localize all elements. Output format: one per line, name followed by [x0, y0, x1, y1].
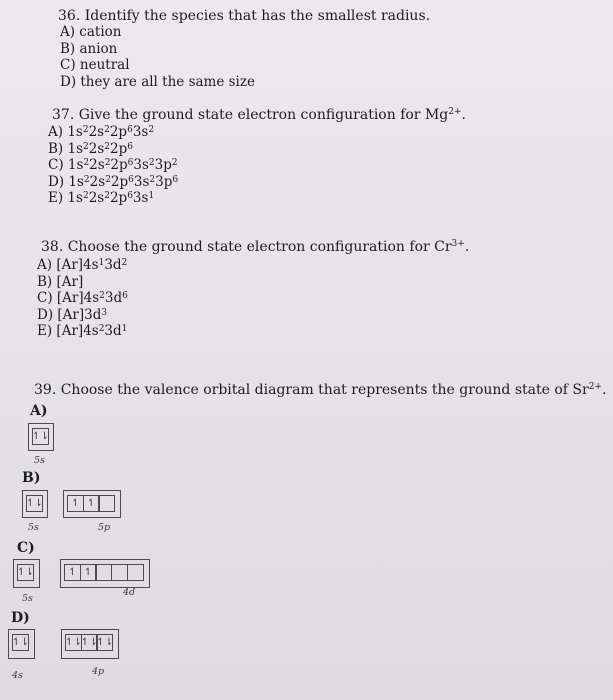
electron-count: 2 — [148, 158, 155, 169]
orbital-term: 3s — [132, 124, 149, 140]
orbital-term: [Ar]4s — [56, 290, 100, 307]
electron-count: 2 — [171, 158, 178, 169]
q39-option-a-label: A) — [30, 403, 48, 419]
option-letter: B) — [37, 273, 57, 290]
electron-count: 2 — [104, 125, 110, 135]
q39-option-d-s-box: ↿⇂ — [12, 634, 29, 651]
option-letter: D) — [37, 306, 58, 323]
electron-count: 6 — [128, 174, 134, 185]
option-letter: B) — [48, 140, 68, 157]
orbital-box: ↿⇂ — [96, 634, 113, 651]
q38-option-b — [37, 274, 469, 291]
q39-option-b-label: B) — [22, 470, 41, 486]
electron-count: 2 — [98, 324, 105, 335]
q38-option-d — [37, 307, 469, 324]
electron-count: 6 — [127, 191, 133, 202]
question-37 — [48, 107, 466, 207]
electron-count: 2 — [83, 141, 89, 152]
q37-option-c — [48, 157, 466, 174]
orbital-term: 1s — [67, 124, 83, 140]
orbital-term: 2s — [88, 124, 105, 140]
orbital-box: ↿⇂ — [81, 634, 98, 651]
q39-option-c-other-label: 4d — [123, 587, 136, 598]
orbital-term: 3s — [133, 157, 149, 174]
electron-count: 2 — [83, 174, 90, 185]
orbital-term: [Ar]4s — [56, 257, 99, 273]
orbital-term: 3s — [132, 190, 149, 207]
q39-option-c-s-box: ↿⇂ — [17, 564, 34, 581]
q39-option-b-s-label: 5s — [28, 522, 39, 533]
option-letter: C) — [48, 157, 68, 174]
orbital-term: 2s — [88, 140, 105, 157]
q39-option-b-other-boxes — [67, 495, 114, 512]
orbital-term: 2p — [109, 190, 128, 207]
orbital-term: 2s — [88, 190, 105, 207]
q37-option-b — [48, 141, 466, 158]
orbital-term: [Ar]3d — [57, 306, 102, 323]
electron-count: 1 — [121, 324, 128, 335]
option-letter: E) — [37, 323, 57, 340]
q39-option-b-s-box: ↿⇂ — [26, 495, 43, 512]
q39-option-c-s-label: 5s — [22, 593, 33, 604]
electron-count: 6 — [172, 174, 179, 185]
electron-count: 2 — [149, 174, 156, 185]
orbital-box: ↿⇂ — [65, 634, 82, 651]
orbital-box: ↿ — [67, 495, 84, 512]
option-letter: A) — [37, 257, 57, 273]
orbital-term: 2s — [89, 173, 106, 190]
orbital-term: [Ar] — [56, 273, 84, 290]
orbital-term: 2p — [109, 124, 128, 140]
question-38-stem: 38. Choose the ground state electron configuration for $Cr^{3+}$. — [41, 239, 470, 255]
orbital-box: ↿ — [80, 564, 97, 581]
electron-count: 2 — [104, 158, 111, 169]
orbital-box: ↿ — [83, 495, 100, 512]
question-38 — [37, 239, 470, 340]
orbital-term: 2p — [110, 140, 128, 157]
orbital-term: 1s — [68, 173, 84, 190]
q39-option-d-other-boxes — [65, 634, 112, 651]
option-letter: D) — [48, 173, 69, 190]
q37-option-d — [48, 174, 466, 191]
orbital-box — [95, 564, 112, 581]
q36-option-d: D) they are all the same size — [60, 73, 255, 90]
q39-option-d-other-label: 4p — [92, 666, 105, 677]
orbital-box — [98, 495, 115, 512]
electron-count: 2 — [104, 191, 110, 202]
electron-count: 2 — [99, 291, 105, 302]
q39-option-a-s-box: ↿⇂ — [32, 428, 49, 445]
question-36 — [58, 8, 430, 90]
orbital-term: 1s — [67, 190, 83, 207]
electron-count: 6 — [127, 158, 134, 169]
orbital-term: 3d — [104, 257, 122, 273]
electron-count: 1 — [148, 191, 155, 202]
q39-option-d-s-label: 4s — [12, 670, 23, 681]
electron-count: 3 — [101, 307, 108, 318]
q38-option-e — [37, 323, 469, 340]
electron-count: 6 — [127, 125, 133, 135]
question-39 — [34, 382, 606, 398]
q39-option-c-label: C) — [17, 540, 35, 556]
option-letter: A) — [48, 124, 68, 140]
orbital-box — [127, 564, 144, 581]
electron-count: 2 — [121, 258, 128, 268]
orbital-term: [Ar]4s — [56, 323, 99, 340]
electron-count: 2 — [148, 125, 155, 135]
q37-option-a — [48, 124, 466, 141]
orbital-term: 1s — [67, 140, 84, 157]
electron-count: 2 — [83, 158, 90, 169]
q37-option-e — [48, 190, 466, 207]
q39-option-c-other-boxes — [64, 564, 143, 581]
orbital-term: 1s — [67, 157, 84, 174]
electron-count: 6 — [127, 141, 133, 152]
orbital-term: 3d — [104, 290, 123, 307]
electron-count: 2 — [82, 191, 89, 202]
q36-option-b: B) anion — [60, 40, 118, 57]
orbital-term: 2p — [110, 173, 129, 190]
question-36-stem: 36. Identify the species that has the smallest radius. — [58, 8, 431, 24]
electron-count: 2 — [104, 141, 111, 152]
orbital-term: 3d — [104, 323, 122, 340]
option-letter: C) — [37, 290, 57, 307]
q39-option-a-s-label: 5s — [34, 455, 45, 466]
orbital-box — [111, 564, 128, 581]
option-letter: E) — [48, 190, 68, 207]
q36-option-a: A) cation — [60, 24, 122, 40]
q39-option-b-other-label: 5p — [98, 522, 111, 533]
question-39-stem: 39. Choose the valence orbital diagram that represents the ground state of $Sr^{2+}$. — [34, 382, 607, 398]
electron-count: 6 — [122, 291, 128, 302]
orbital-term: 3p — [155, 173, 173, 190]
orbital-box: ↿ — [64, 564, 81, 581]
orbital-term: 2s — [89, 157, 105, 174]
electron-count: 2 — [82, 125, 89, 135]
electron-count: 2 — [105, 174, 111, 185]
orbital-term: 2p — [110, 157, 128, 174]
orbital-term: 3p — [154, 157, 172, 174]
question-37-stem: 37. Give the ground state electron configuration for $Mg^{2+}$. — [52, 107, 466, 123]
q39-option-d-label: D) — [11, 610, 30, 626]
orbital-term: 3s — [133, 173, 150, 190]
q38-option-a — [37, 257, 469, 274]
electron-count: 1 — [98, 258, 105, 268]
q36-option-c: C) neutral — [60, 57, 130, 74]
q38-option-c — [37, 290, 469, 307]
